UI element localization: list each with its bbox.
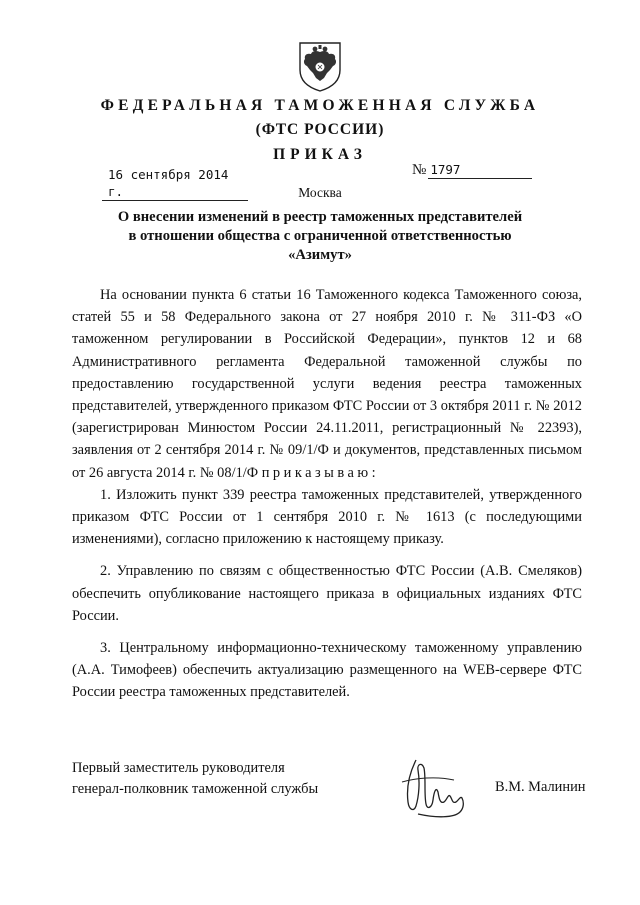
- subject-line: О внесении изменений в реестр таможенных представителей: [117, 209, 523, 225]
- order-subject: [110, 208, 530, 265]
- order-number-field: [412, 162, 532, 179]
- order-body: [72, 284, 582, 704]
- document-type-title: ПРИКАЗ: [273, 146, 367, 163]
- preamble-paragraph: [72, 284, 582, 484]
- order-item-1: 1. Изложить пункт 339 реестра таможенных представителей, утвержденного приказом ФТС России от 1 сентября 2010 г. № 1613 (с последующими изменениями), согласно приложению к настоящему приказу.: [72, 486, 582, 548]
- agency-name: ФЕДЕРАЛЬНАЯ ТАМОЖЕННАЯ СЛУЖБА: [100, 97, 540, 114]
- preamble-text: На основании пункта 6 статьи 16 Таможенного кодекса Таможенного союза, статей 55 и 58 Федерального закона от 27 ноября 2010 г. № 311-ФЗ «О таможенном регулировании в Российской Федерации», пунктов 12 и 68 Административного регламента Федеральной таможенной службы по предоставлению государственной услуги ведения реестра таможенных представителей, утвержденного приказом ФТС России от 3 октября 2011 г. № 2012 (зарегистрирован Минюстом России 24.11.2011, регистрационный № 22393), заявления от 2 сентября 2014 г. № 09/1/Ф и документов, представленных письмом от 26 августа 2014 г. № 08/1/Ф: [72, 287, 582, 481]
- number-sign: №: [412, 162, 427, 178]
- agency-short-name: (ФТС РОССИИ): [255, 121, 385, 138]
- order-number: 1797: [428, 162, 532, 179]
- order-date: 16 сентября 2014 г.: [102, 166, 248, 201]
- signer-position: [72, 758, 318, 800]
- city: Москва: [298, 185, 342, 200]
- signer-name: В.М. Малинин: [495, 779, 586, 795]
- handwritten-signature: [396, 752, 476, 820]
- order-item-2: 2. Управлению по связям с общественностью ФТС России (А.В. Смеляков) обеспечить опубликование настоящего приказа в официальных изданиях ФТС России.: [72, 563, 582, 624]
- coat-of-arms-emblem: [297, 40, 343, 92]
- order-item-3: 3. Центральному информационно-техническому таможенному управлению (А.А. Тимофеев) обеспечить актуализацию размещенного на WEB-сервере ФТС России реестра таможенных представителей.: [72, 640, 582, 701]
- position-line: Первый заместитель руководителя: [72, 760, 285, 776]
- subject-line: «Азимут»: [288, 247, 352, 263]
- subject-line: в отношении общества с ограниченной ответственностью: [128, 228, 512, 244]
- position-line: генерал-полковник таможенной службы: [72, 781, 319, 797]
- order-word: приказываю:: [261, 464, 380, 481]
